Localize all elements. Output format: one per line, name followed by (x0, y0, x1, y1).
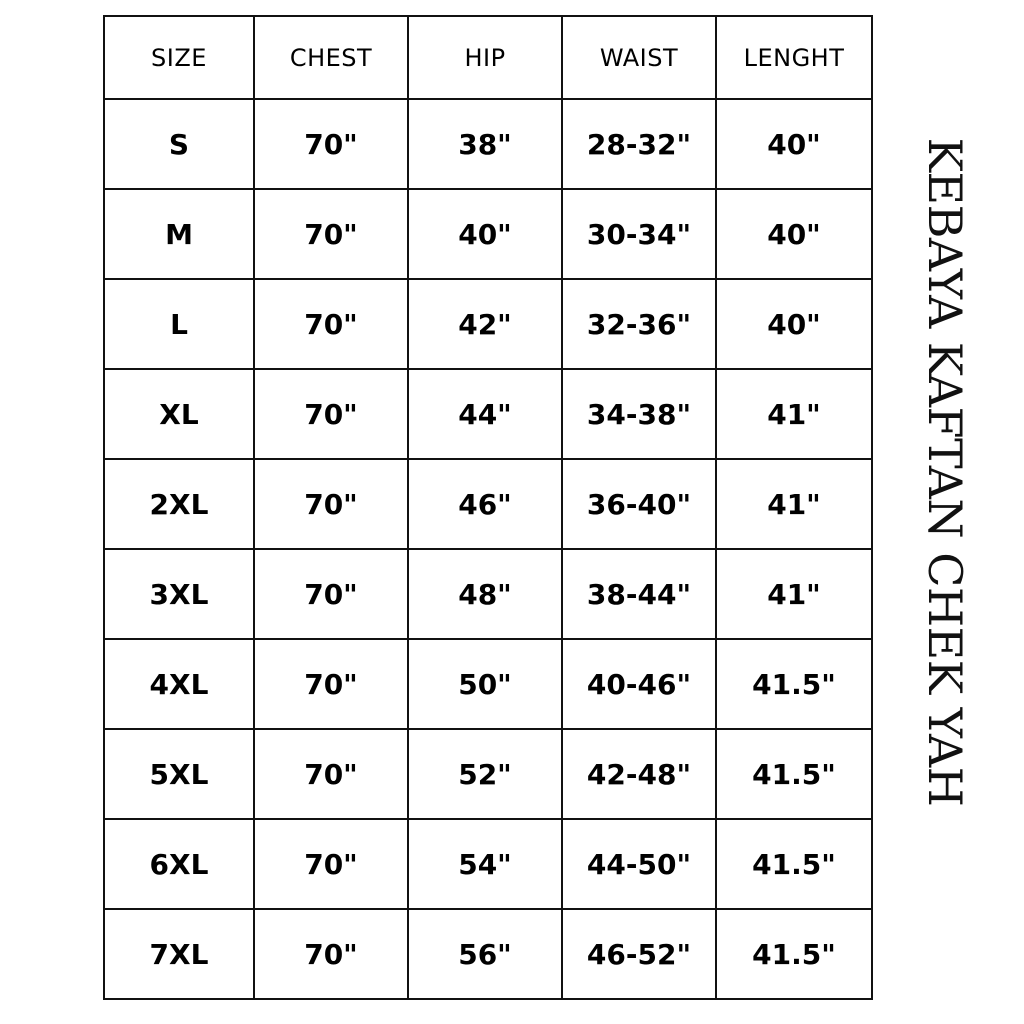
cell-chest: 70" (254, 459, 408, 549)
cell-size: XL (104, 369, 254, 459)
cell-length: 41.5" (716, 819, 872, 909)
cell-hip: 38" (408, 99, 562, 189)
table-row (104, 99, 872, 189)
cell-waist: 34-38" (562, 369, 716, 459)
brand-title: KEBAYA KAFTAN CHEK YAH (918, 137, 972, 807)
header-hip: HIP (408, 16, 562, 99)
cell-hip: 48" (408, 549, 562, 639)
cell-hip: 56" (408, 909, 562, 999)
cell-waist: 46-52" (562, 909, 716, 999)
cell-length: 41" (716, 459, 872, 549)
table-row (104, 549, 872, 639)
cell-size: 6XL (104, 819, 254, 909)
cell-length: 41.5" (716, 729, 872, 819)
table-header-row (104, 16, 872, 99)
cell-length: 40" (716, 189, 872, 279)
table-row (104, 189, 872, 279)
cell-hip: 52" (408, 729, 562, 819)
header-waist: WAIST (562, 16, 716, 99)
cell-chest: 70" (254, 549, 408, 639)
table-row (104, 369, 872, 459)
cell-chest: 70" (254, 189, 408, 279)
table-row (104, 909, 872, 999)
cell-chest: 70" (254, 909, 408, 999)
cell-waist: 30-34" (562, 189, 716, 279)
cell-waist: 44-50" (562, 819, 716, 909)
cell-chest: 70" (254, 819, 408, 909)
cell-hip: 42" (408, 279, 562, 369)
table-row (104, 639, 872, 729)
cell-length: 41.5" (716, 909, 872, 999)
cell-hip: 54" (408, 819, 562, 909)
cell-length: 41" (716, 549, 872, 639)
header-chest: CHEST (254, 16, 408, 99)
cell-length: 41.5" (716, 639, 872, 729)
cell-length: 40" (716, 279, 872, 369)
cell-length: 40" (716, 99, 872, 189)
table-row (104, 279, 872, 369)
cell-size: L (104, 279, 254, 369)
cell-length: 41" (716, 369, 872, 459)
header-length: LENGHT (716, 16, 872, 99)
cell-waist: 40-46" (562, 639, 716, 729)
cell-waist: 42-48" (562, 729, 716, 819)
cell-chest: 70" (254, 729, 408, 819)
cell-size: S (104, 99, 254, 189)
cell-chest: 70" (254, 99, 408, 189)
cell-chest: 70" (254, 279, 408, 369)
cell-hip: 44" (408, 369, 562, 459)
table-row (104, 459, 872, 549)
cell-chest: 70" (254, 369, 408, 459)
cell-size: 2XL (104, 459, 254, 549)
cell-waist: 36-40" (562, 459, 716, 549)
cell-waist: 28-32" (562, 99, 716, 189)
table-row (104, 729, 872, 819)
cell-waist: 38-44" (562, 549, 716, 639)
cell-waist: 32-36" (562, 279, 716, 369)
cell-size: 4XL (104, 639, 254, 729)
cell-size: M (104, 189, 254, 279)
cell-size: 5XL (104, 729, 254, 819)
table-row (104, 819, 872, 909)
cell-size: 3XL (104, 549, 254, 639)
header-size: SIZE (104, 16, 254, 99)
cell-hip: 50" (408, 639, 562, 729)
cell-size: 7XL (104, 909, 254, 999)
size-chart-table (103, 15, 873, 1000)
cell-hip: 46" (408, 459, 562, 549)
cell-hip: 40" (408, 189, 562, 279)
cell-chest: 70" (254, 639, 408, 729)
